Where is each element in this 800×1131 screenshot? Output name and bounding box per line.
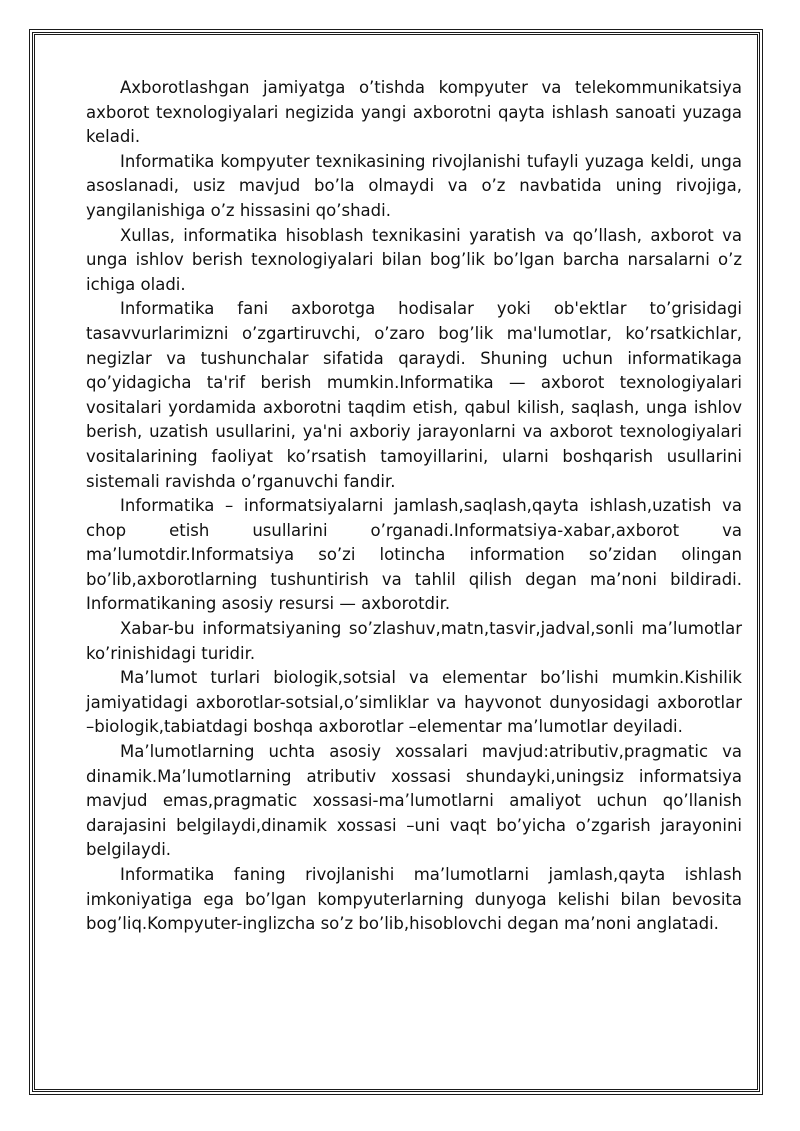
paragraph-8: Ma’lumotlarning uchta asosiy xossalari mavjud:atributiv,pragmatic va dinamik.Ma’lumotlarning atributiv xossasi shundayki,uningsiz informatsiya mavjud emas,pragmatic xossasi-ma’lumotlarni amaliyot uchun qo’llanish darajasini belgilaydi,dinamik xossasi –uni vaqt bo’yicha o’zgarish jarayonini belgilaydi. [86,742,742,860]
paragraph-1: Axborotlashgan jamiyatga o’tishda kompyuter va telekommunikatsiya axborot texnologiyalari negizida yangi axborotni qayta ishlash sanoati yuzaga keladi. [86,78,742,147]
paragraph-3: Xullas, informatika hisoblash texnikasini yaratish va qo’llash, axborot va unga ishlov berish texnologiyalari bilan bog’lik bo’lgan barcha narsalarni o’z ichiga oladi. [86,225,742,294]
paragraph-7: Ma’lumot turlari biologik,sotsial va elementar bo’lishi mumkin.Kishilik jamiyatidagi axborotlar-sotsial,o’simliklar va hayvonot dunyosidagi axborotlar –biologik,tabiatdagi boshqa axborotlar –elementar ma’lumotlar deyiladi. [86,668,742,737]
paragraph-5: Informatika – informatsiyalarni jamlash,saqlash,qayta ishlash,uzatish va chop etish usullarini o’rganadi.Informatsiya-xabar,axborot va ma’lumotdir.Informatsiya so’zi lotincha information so’zidan olingan bo’lib,axborotlarning tushuntirish va tahlil qilish degan ma’noni bildiradi. Informatikaning asosiy resursi — axborotdir. [86,496,742,614]
paragraph-6: Xabar-bu informatsiyaning so’zlashuv,matn,tasvir,jadval,sonli ma’lumotlar ko’rinishidagi turidir. [86,619,742,663]
paragraph-4: Informatika fani axborotga hodisalar yoki ob'ektlar to’grisidagi tasavvurlarimizni o’zgartiruvchi, o’zaro bog’lik ma'lumotlar, ko’rsatkichlar, negizlar va tushunchalar sifatida qaraydi. Shuning uchun informatikaga qo’yidagicha ta'rif berish mumkin.Informatika — axborot texnologiyalari vositalari yordamida axborotni taqdim etish, qabul kilish, saqlash, unga ishlov berish, uzatish usullarini, ya'ni axboriy jarayonlarni va axborot texnologiyalari vositalarining faoliyat ko’rsatish tamoyillarini, ularni boshqarish usullarini sistemali ravishda o’rganuvchi fandir. [86,299,742,491]
paragraph-9: Informatika faning rivojlanishi ma’lumotlarni jamlash,qayta ishlash imkoniyatiga ega bo’lgan kompyuterlarning dunyoga kelishi bilan bevosita bog’liq.Kompyuter-inglizcha so’z bo’lib,hisoblovchi degan ma’noni anglatadi. [86,865,742,934]
document-body [86,76,742,937]
paragraph-2: Informatika kompyuter texnikasining rivojlanishi tufayli yuzaga keldi, unga asoslanadi, usiz mavjud bo’la olmaydi va o’z navbatida uning rivojiga, yangilanishiga o’z hissasini qo’shadi. [86,151,742,220]
